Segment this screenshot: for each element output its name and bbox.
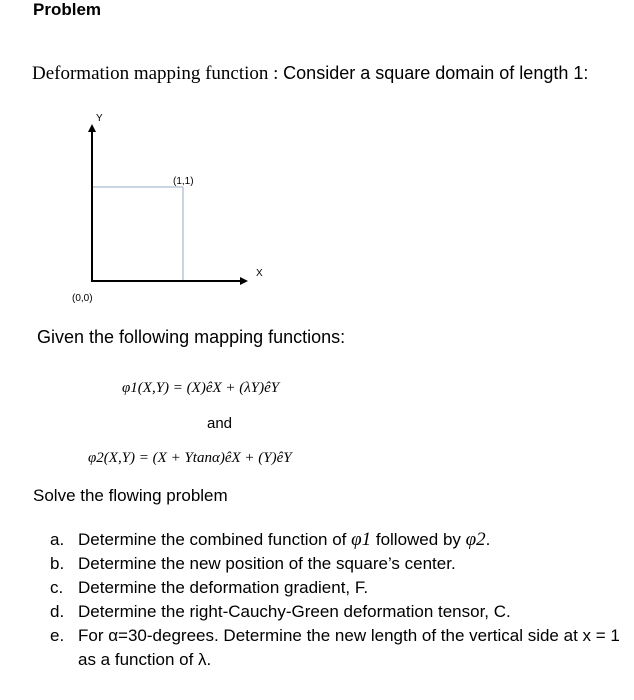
task-text: Determine the combined function of φ1 followed by φ2. <box>78 529 491 550</box>
solve-heading: Solve the flowing problem <box>33 486 228 505</box>
x-axis-arrow-icon <box>240 277 248 285</box>
given-line: Given the following mapping functions: <box>37 327 346 347</box>
task-text: Determine the right-Cauchy-Green deformation tensor, C. <box>78 602 511 621</box>
equation-phi1: φ1(X,Y) = (X)êX + (λY)êY <box>122 380 280 396</box>
task-item <box>50 600 620 624</box>
task-item <box>50 528 620 552</box>
task-marker: e. <box>50 626 65 645</box>
intro-lead: Deformation mapping function : <box>32 63 284 84</box>
square-domain-diagram <box>0 0 634 320</box>
task-text: Determine the new position of the square’s center. <box>78 554 456 573</box>
task-marker: c. <box>50 578 64 597</box>
task-list <box>50 528 620 672</box>
problem-heading: Problem <box>33 0 102 19</box>
equation-and: and <box>207 415 233 432</box>
task-marker: a. <box>50 530 65 549</box>
y-axis-arrow-icon <box>88 124 96 132</box>
intro-rest: Consider a square domain of length 1: <box>283 63 589 83</box>
y-axis-label: Y <box>96 113 103 124</box>
task-item <box>50 624 620 672</box>
task-text: Determine the deformation gradient, F. <box>78 578 369 597</box>
origin-label: (0,0) <box>72 293 93 304</box>
x-axis-label: X <box>256 268 263 279</box>
task-text: For α=30-degrees. Determine the new length of the vertical side at x = 1 as a function of λ. <box>78 626 620 669</box>
task-item <box>50 576 620 600</box>
task-item <box>50 552 620 576</box>
task-marker: b. <box>50 554 65 573</box>
corner-label: (1,1) <box>173 176 194 187</box>
task-marker: d. <box>50 602 65 621</box>
equation-phi2: φ2(X,Y) = (X + Ytanα)êX + (Y)êY <box>88 450 292 466</box>
